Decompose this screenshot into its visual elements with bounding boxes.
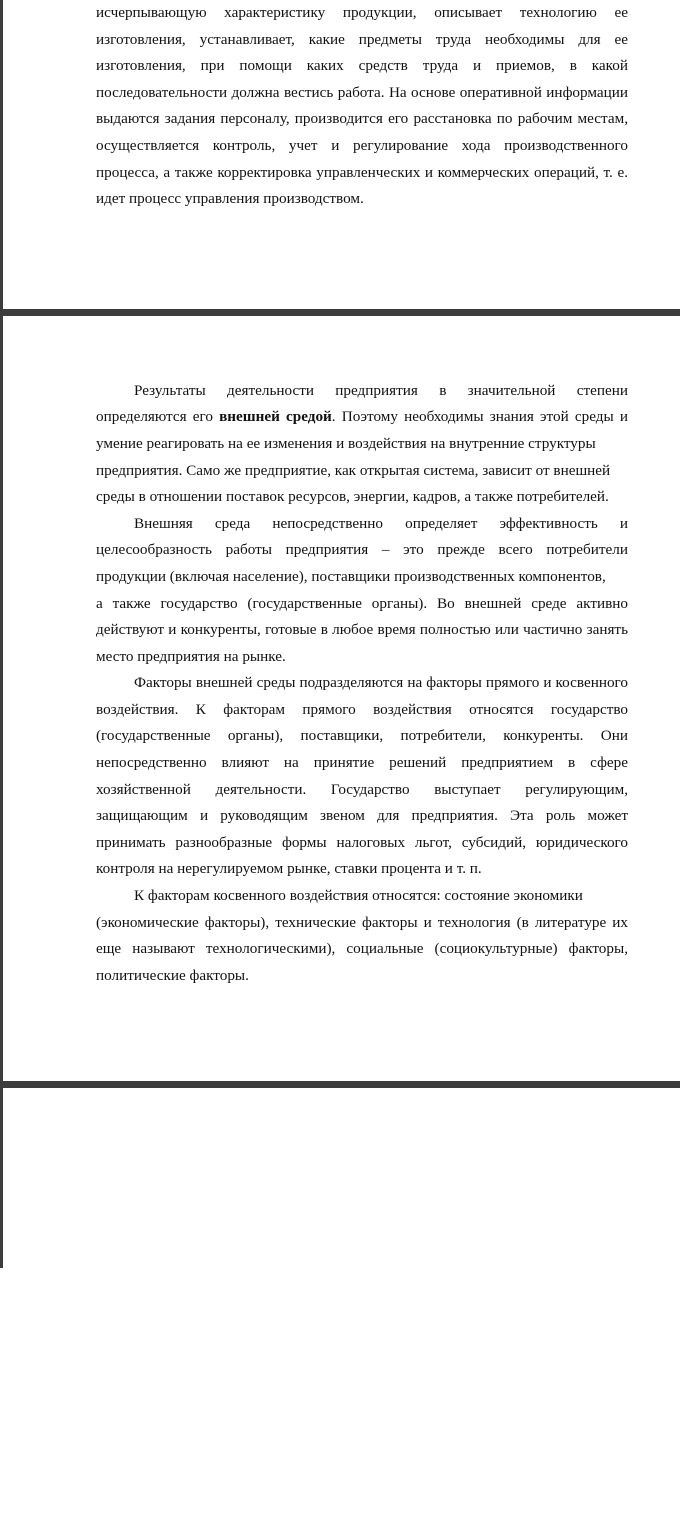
spacer-after-section-2 — [0, 989, 680, 1081]
emphasis-external-environment: внешней средой — [219, 408, 332, 426]
spacer-before-section-2 — [0, 316, 680, 378]
paragraph: исчерпывающую характеристику продукции, описывает технологию ее изготовления, устанавливает, какие предметы труда необходимы для ее изготовления, при помощи каких средств труда и приемов, в какой последовательности должна вестись работа. На основе оперативной информации выдаются задания персоналу, производится его расстановка по рабочим местам, осуществляется контроль, учет и регулирование хода производственного процесса, а также корректировка управленческих и коммерческих операций, т. е. идет процесс управления производством. — [96, 4, 628, 208]
spacer-after-section-1 — [0, 213, 680, 309]
page-tail-whitespace — [0, 1088, 680, 1268]
document-section-2 — [0, 378, 680, 990]
left-margin-rule — [0, 0, 3, 1268]
page-break-band-1 — [0, 309, 680, 316]
paragraph: предприятия. Само же предприятие, как открытая система, зависит от внешней — [96, 461, 611, 479]
paragraph — [96, 378, 628, 458]
document-section-1 — [0, 0, 680, 213]
paragraph: а также государство (государственные органы). Во внешней среде активно действуют и конкуренты, готовые в любое время полностью или частично занять место предприятия на рынке. — [96, 594, 628, 665]
paragraph: (экономические факторы), технические факторы и технология (в литературе их еще называют технологическими), социальные (социокультурные) факторы, политические факторы. — [96, 913, 628, 984]
paragraph: Факторы внешней среды подразделяются на факторы прямого и косвенного воздействия. К факторам прямого воздействия относятся государство (государственные органы), поставщики, потребители, конкуренты. Они непосредственно влияют на принятие решений предприятием в сфере хозяйственной деятельности. Государство выступает регулирующим, защищающим и руководящим звеном для предприятия. Эта роль может принимать разнообразные формы налоговых льгот, субсидий, юридического контроля на нерегулируемом рынке, ставки процента и т. п. — [96, 674, 628, 878]
paragraph: Внешняя среда непосредственно определяет эффективность и целесообразность работы предприятия – это прежде всего потребители продукции (включая население), поставщики производственных компонентов, — [96, 514, 628, 585]
paragraph-text-tail: . Поэтому необходимы знания этой среды и умение реагировать на ее изменения и воздействия на внутренние структуры — [96, 408, 628, 452]
paragraph: К факторам косвенного воздействия относятся: состояние экономики — [134, 887, 583, 905]
paragraph: среды в отношении поставок ресурсов, энергии, кадров, а также потребителей. — [96, 488, 609, 506]
page-break-band-2 — [0, 1081, 680, 1088]
paragraph-text-lead: Результаты деятельности предприятия в значительной степени определяются его — [96, 381, 628, 426]
